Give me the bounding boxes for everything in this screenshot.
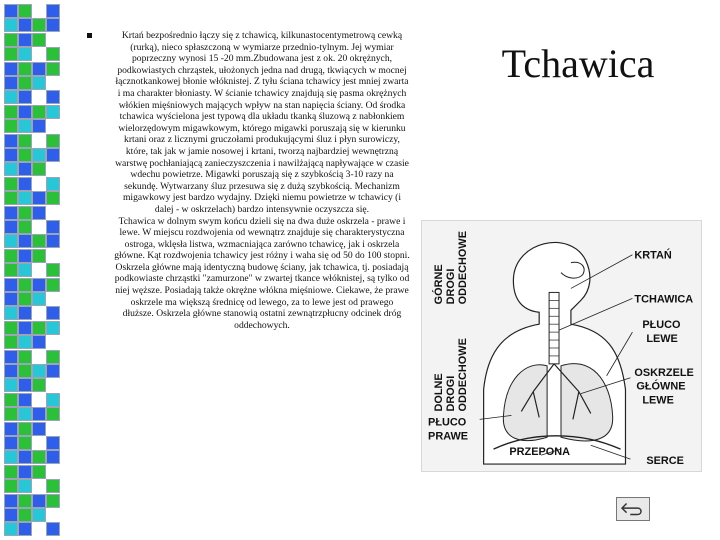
decorative-block [46, 263, 60, 277]
decorative-block [32, 33, 46, 47]
paragraph-bronchi: Tchawica w dolnym swym końcu dzieli się na dwa duże oskrzela - prawe i lewe. W miejscu rozdwojenia od wewnątrz znajduje się charakterystyczna ostroga, wklęsła listwa, wzmacniająca zarówno tchawicę, jak i oskrzela główne. Kąt rozdwojenia tchawicy jest różny i waha się od 50 do 100 stopni. Oskrzela główne mają identyczną budowę ściany, jak tchawica, tj. posiadają podkowiaste chrząstki "zamurzone" w zwartej tkance włóknistej, są tylko od niej węższe. Posiadają także okrężne włókna mięśniowe. Ciekawe, że prawe oskrzele ma większą średnicę od lewego, za to lewe jest od prawego dłuższe. Oskrzela główne stanowią ostatni zewnątrzpłucny odcinek dróg oddechowych. [114, 215, 410, 331]
decorative-block [32, 278, 46, 292]
decorative-block [18, 134, 32, 148]
decorative-block [4, 465, 18, 479]
decorative-block [4, 134, 18, 148]
decorative-block [46, 90, 60, 104]
decorative-block [46, 450, 60, 464]
decorative-block [4, 364, 18, 378]
decorative-block [4, 263, 18, 277]
decorative-block [18, 450, 32, 464]
decorative-block [32, 76, 46, 90]
decorative-block [18, 422, 32, 436]
decorative-block [18, 33, 32, 47]
decorative-block [4, 422, 18, 436]
left-bronchus-label-2: GŁÓWNE [636, 380, 686, 393]
decorative-block [46, 350, 60, 364]
decorative-block [18, 350, 32, 364]
trachea-label: TCHAWICA [634, 293, 694, 306]
decorative-block [4, 350, 18, 364]
decorative-block [46, 191, 60, 205]
decorative-block [32, 18, 46, 32]
decorative-block [46, 479, 60, 493]
decorative-block [18, 47, 32, 61]
decorative-block [18, 18, 32, 32]
upper-airways-line-1: GÓRNE [432, 264, 445, 305]
decorative-block [4, 450, 18, 464]
decorative-block [18, 206, 32, 220]
decorative-block [4, 321, 18, 335]
decorative-block [18, 292, 32, 306]
upper-airways-line-3: ODDECHOWE [456, 231, 469, 305]
decorative-block [18, 278, 32, 292]
decorative-block [18, 378, 32, 392]
decorative-block [46, 321, 60, 335]
decorative-block [32, 508, 46, 522]
decorative-block [18, 220, 32, 234]
decorative-block [18, 62, 32, 76]
decorative-block [18, 177, 32, 191]
decorative-block [4, 4, 18, 18]
decorative-block [46, 47, 60, 61]
decorative-block [4, 18, 18, 32]
decorative-block [4, 105, 18, 119]
decorative-block [46, 494, 60, 508]
decorative-block [4, 335, 18, 349]
decorative-block [46, 105, 60, 119]
decorative-block [4, 522, 18, 536]
decorative-block [32, 234, 46, 248]
decorative-block [4, 378, 18, 392]
decorative-block [4, 76, 18, 90]
decorative-block [18, 522, 32, 536]
upper-airways-label [432, 231, 469, 304]
decorative-block [4, 436, 18, 450]
decorative-block [18, 479, 32, 493]
decorative-block [32, 494, 46, 508]
decorative-block [18, 306, 32, 320]
slide-title: Tchawica [501, 41, 655, 86]
left-bronchus-label-3: LEWE [642, 394, 674, 407]
decorative-block [46, 522, 60, 536]
decorative-block [18, 234, 32, 248]
decorative-block [32, 422, 46, 436]
decorative-block [46, 4, 60, 18]
decorative-block [18, 508, 32, 522]
decorative-block [46, 177, 60, 191]
diaphragm-label: PRZEPONA [509, 446, 571, 459]
respiratory-system-figure [421, 220, 702, 472]
decorative-block [4, 234, 18, 248]
decorative-block [18, 335, 32, 349]
decorative-block [32, 162, 46, 176]
decorative-block [32, 450, 46, 464]
decorative-block [4, 177, 18, 191]
decorative-block [46, 62, 60, 76]
paragraph-trachea: Krtań bezpośrednio łączy się z tchawicą, kilkunastocentymetrową cewką (rurką), nieco spłaszczoną w wymiarze przednio-tylnym. Jej wymiar poprzeczny wynosi 15 -20 mm.Zbudowana jest z ok. 20 okrężnych, podkowiastych chrząstek, ułożonych jedna nad drugą, tkwiących w mocnej łącznotkankowej błonie włóknistej. Z tyłu ściana tchawicy jest mniej zwarta i ma charakter błoniasty. W ścianie tchawicy znajdują się pasma okrężnych włókien mięśniowych mających wpływ na stan napięcia ściany. Od środka tchawica wyścielona jest typową dla układu tkanką śluzową z nabłonkiem wielorzędowym migawkowym, którego migawki poruszają się w kierunku krtani oraz z licznymi gruczołami produkującymi śluz i płyn surowiczy, które, tak jak w jamie nosowej i krtani, tworzą najbardziej wewnętrzną warstwę pochłaniającą zanieczyszczenia i nawilżającą napływające w czasie wdechu powietrze. Migawki poruszają się z szybkością 3-10 razy na sekundę. Wytwarzany śluz przesuwa się z dużą szybkością. Mechanizm migawkowy jest bardzo wydajny. Dzięki niemu powietrze w tchawicy (i dalej - w oskrzelach) bardzo intensywnie oczyszcza się. [115, 30, 409, 215]
decorative-block [46, 393, 60, 407]
decorative-block [18, 393, 32, 407]
decorative-block [4, 162, 18, 176]
right-lung-label-2: PRAWE [428, 430, 469, 443]
decorative-block [4, 508, 18, 522]
decorative-block [32, 206, 46, 220]
decorative-block [4, 479, 18, 493]
decorative-block [18, 90, 32, 104]
decorative-block [46, 234, 60, 248]
decorative-block [4, 220, 18, 234]
decorative-block [46, 148, 60, 162]
decorative-block [46, 220, 60, 234]
decorative-block [18, 4, 32, 18]
left-lung-label-2: LEWE [646, 333, 678, 346]
decorative-block [4, 206, 18, 220]
decorative-block [18, 364, 32, 378]
left-lung-label-1: PŁUCO [642, 319, 681, 332]
decorative-block [32, 292, 46, 306]
decorative-block [4, 407, 18, 421]
decorative-block [18, 105, 32, 119]
decorative-block [32, 321, 46, 335]
return-icon [617, 498, 649, 520]
decorative-block [18, 321, 32, 335]
decorative-block [32, 148, 46, 162]
decorative-block [18, 76, 32, 90]
decorative-block [18, 191, 32, 205]
decorative-block [4, 191, 18, 205]
lower-airways-label [433, 338, 469, 411]
respiratory-diagram [422, 221, 701, 471]
lower-airways-line-2: DROGI [444, 375, 457, 412]
bullet-marker [87, 33, 92, 38]
decorative-block [18, 465, 32, 479]
decorative-block [4, 306, 18, 320]
decorative-block-strip [0, 0, 64, 540]
decorative-block [46, 134, 60, 148]
decorative-block [18, 436, 32, 450]
body-text [114, 30, 410, 331]
decorative-block [32, 119, 46, 133]
decorative-block [32, 105, 46, 119]
decorative-block [46, 364, 60, 378]
decorative-block [4, 249, 18, 263]
decorative-block [4, 494, 18, 508]
decorative-block [18, 494, 32, 508]
decorative-block [4, 292, 18, 306]
decorative-block [4, 148, 18, 162]
decorative-block [4, 90, 18, 104]
decorative-block [4, 278, 18, 292]
decorative-block [18, 263, 32, 277]
decorative-block [32, 335, 46, 349]
decorative-block [18, 148, 32, 162]
decorative-block [4, 47, 18, 61]
decorative-block [18, 119, 32, 133]
decorative-block [4, 119, 18, 133]
decorative-block [18, 162, 32, 176]
decorative-block [46, 18, 60, 32]
decorative-block [46, 278, 60, 292]
decorative-block [4, 62, 18, 76]
upper-airways-line-2: DROGI [444, 268, 457, 305]
decorative-block [46, 306, 60, 320]
decorative-block [32, 62, 46, 76]
lower-airways-line-3: ODDECHOWE [456, 338, 469, 412]
decorative-block [18, 249, 32, 263]
right-lung-label-1: PŁUCO [428, 416, 467, 429]
decorative-block [4, 33, 18, 47]
heart-label: SERCE [646, 455, 684, 468]
decorative-block [32, 191, 46, 205]
lower-airways-line-1: DOLNE [432, 373, 445, 412]
return-button[interactable] [616, 497, 650, 521]
decorative-block [32, 465, 46, 479]
decorative-block [32, 407, 46, 421]
decorative-block [4, 393, 18, 407]
decorative-block [46, 407, 60, 421]
decorative-block [18, 407, 32, 421]
larynx-label: KRTAŃ [634, 249, 672, 262]
decorative-block [46, 436, 60, 450]
decorative-block [32, 364, 46, 378]
decorative-block [32, 249, 46, 263]
decorative-block [32, 378, 46, 392]
left-bronchus-label-1: OSKRZELE [634, 366, 694, 379]
trachea-shape [549, 292, 559, 363]
